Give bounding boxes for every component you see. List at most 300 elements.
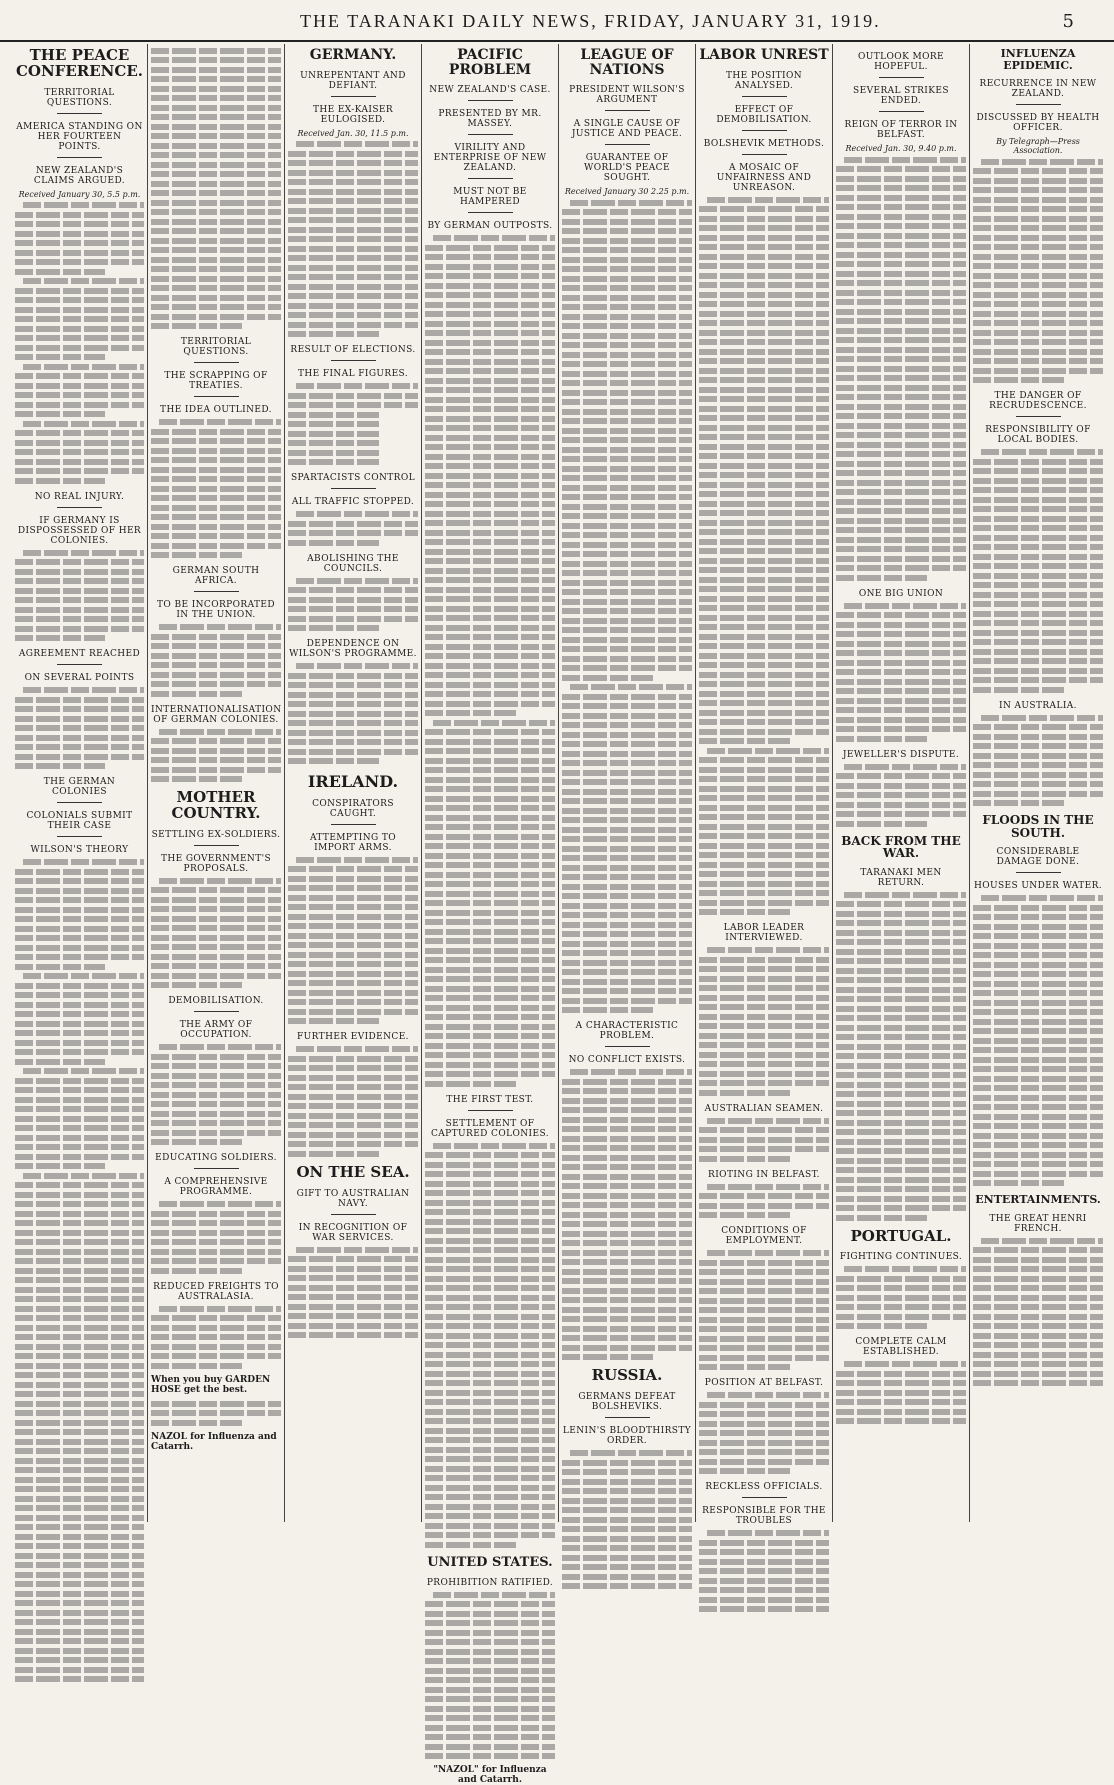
body-text-line	[296, 1046, 418, 1052]
body-text-line	[562, 295, 692, 301]
body-text-line	[425, 1171, 555, 1177]
body-text-line	[973, 971, 1103, 977]
body-text-line	[425, 1024, 555, 1030]
body-text-line	[699, 577, 829, 583]
body-text-line	[151, 973, 281, 979]
body-text-line	[699, 1260, 829, 1266]
subhead: DEPENDENCE ON WILSON'S PROGRAMME.	[289, 639, 417, 660]
body-text-line	[699, 1440, 829, 1446]
body-text-line	[288, 1094, 418, 1100]
body-text-line	[562, 1117, 692, 1123]
body-text-line	[425, 1418, 555, 1424]
body-text-line	[562, 931, 692, 937]
body-text-line	[425, 653, 555, 659]
body-text-line	[288, 990, 418, 996]
body-text-line	[425, 1725, 555, 1731]
body-text-line	[836, 565, 966, 571]
body-text-line	[570, 1069, 692, 1075]
body-text-line	[15, 1315, 144, 1321]
body-text-line	[15, 335, 144, 341]
subhead: IN RECOGNITION OF WAR SERVICES.	[298, 1222, 408, 1243]
body-text-line	[562, 998, 692, 1004]
body-text-line	[425, 777, 555, 783]
body-text-line	[836, 1139, 966, 1145]
body-text-line	[151, 1082, 281, 1088]
subhead: CONSPIRATORS CAUGHT.	[312, 798, 394, 819]
body-text-line	[699, 358, 829, 364]
section-divider	[57, 836, 102, 837]
body-text-line	[973, 254, 1103, 260]
body-text-line	[151, 681, 281, 687]
subhead: FURTHER EVIDENCE.	[297, 1032, 409, 1043]
body-text-line	[707, 1250, 829, 1256]
body-text-line	[836, 261, 966, 267]
section-divider	[331, 1214, 376, 1215]
body-text-line	[562, 1259, 692, 1265]
body-text-line	[288, 1266, 418, 1272]
body-text-line	[159, 1201, 281, 1207]
body-text-line	[973, 330, 1103, 336]
body-text-line	[15, 744, 144, 750]
subhead: HOUSES UNDER WATER.	[973, 881, 1103, 892]
body-text-line	[973, 178, 1103, 184]
section-divider	[468, 100, 513, 101]
body-text-line	[973, 924, 1103, 930]
body-text-line	[562, 960, 692, 966]
body-text-line	[562, 304, 692, 310]
body-text-line	[151, 124, 281, 130]
body-text-line	[151, 757, 281, 763]
body-text-line	[836, 1399, 966, 1405]
headline-on-the-sea: ON THE SEA.	[296, 1162, 410, 1181]
subhead: FIGHTING CONTINUES.	[839, 1252, 963, 1263]
body-text-line	[425, 786, 555, 792]
body-text-line	[562, 751, 692, 757]
body-text-line	[433, 720, 555, 726]
body-text-line	[981, 715, 1103, 721]
section-divider	[468, 134, 513, 135]
body-text-line	[23, 202, 144, 208]
body-text-line	[15, 411, 105, 417]
subhead: REDUCED FREIGHTS TO AUSTRALASIA.	[153, 1281, 279, 1302]
body-text-line	[425, 672, 555, 678]
subhead: ON SEVERAL POINTS	[24, 673, 135, 683]
subhead: BOLSHEVIK METHODS.	[703, 138, 825, 149]
body-text-line	[836, 385, 966, 391]
body-text-line	[288, 711, 418, 717]
body-text-line	[288, 274, 418, 280]
body-text-line	[836, 195, 966, 201]
body-text-line	[425, 796, 555, 802]
body-text-line	[288, 971, 418, 977]
body-text-line	[288, 421, 379, 427]
body-text-line	[15, 916, 144, 922]
body-text-line	[288, 402, 418, 408]
body-text-line	[562, 646, 692, 652]
body-text-line	[288, 980, 418, 986]
body-text-line	[15, 1135, 144, 1141]
body-text-line	[562, 447, 692, 453]
body-text-line	[562, 874, 692, 880]
body-text-line	[562, 665, 692, 671]
body-text-line	[15, 616, 144, 622]
body-text-line	[562, 523, 692, 529]
body-text-line	[425, 891, 555, 897]
body-text-line	[425, 349, 555, 355]
body-text-line	[699, 1402, 829, 1408]
section-divider	[1016, 104, 1061, 105]
subhead: A CHARACTERISTIC PROBLEM.	[575, 1021, 679, 1042]
body-text-line	[699, 824, 829, 830]
body-text-line	[288, 1103, 418, 1109]
body-text-line	[562, 418, 692, 424]
masthead	[0, 0, 1114, 42]
body-text-line	[288, 322, 418, 328]
body-text-line	[562, 1354, 653, 1360]
body-text-line	[151, 982, 242, 988]
subhead: THE FIRST TEST.	[446, 1094, 534, 1105]
body-text-line	[836, 366, 966, 372]
body-text-line	[15, 1011, 144, 1017]
body-text-line	[151, 916, 281, 922]
body-text-line	[425, 1475, 555, 1481]
body-text-line	[973, 962, 1103, 968]
body-text-line	[15, 1600, 144, 1606]
body-text-line	[973, 1095, 1103, 1101]
newspaper-title: THE TARANAKI DAILY NEWS, FRIDAY, JANUARY 31, 1919.	[300, 11, 881, 31]
body-text-line	[15, 1667, 144, 1673]
body-text-line	[15, 1448, 144, 1454]
subhead: A COMPREHENSIVE PROGRAMME.	[164, 1177, 268, 1197]
body-text-line	[15, 1439, 144, 1445]
body-text-line	[562, 570, 692, 576]
body-text-line	[836, 1323, 927, 1329]
body-text-line	[973, 1028, 1103, 1034]
body-text-line	[151, 944, 281, 950]
body-text-line	[15, 354, 105, 360]
body-text-line	[699, 453, 829, 459]
body-text-line	[836, 1177, 966, 1183]
body-text-line	[699, 311, 829, 317]
body-text-line	[425, 957, 555, 963]
body-text-line	[425, 1611, 555, 1617]
advertisement-nazol: "NAZOL" for Influenza and Catarrh.	[433, 1765, 547, 1785]
body-text-line	[433, 1143, 555, 1149]
body-text-line	[699, 681, 829, 687]
body-text-line	[973, 601, 1103, 607]
section-divider	[742, 96, 787, 97]
body-text-line	[288, 597, 418, 603]
section-divider	[605, 1417, 650, 1418]
body-text-line	[562, 608, 692, 614]
body-text-line	[562, 912, 692, 918]
section-divider	[331, 824, 376, 825]
body-text-line	[288, 540, 379, 546]
section-divider	[194, 1168, 239, 1169]
body-text-line	[15, 326, 144, 332]
body-text-line	[699, 786, 829, 792]
body-text-line	[836, 328, 966, 334]
subhead: RIOTING IN BELFAST.	[708, 1169, 820, 1180]
body-text-line	[562, 817, 692, 823]
body-text-line	[699, 273, 829, 279]
body-text-line	[425, 1276, 555, 1282]
body-text-line	[562, 855, 692, 861]
body-text-line	[699, 1326, 829, 1332]
body-text-line	[425, 1219, 555, 1225]
body-text-line	[973, 573, 1103, 579]
body-text-line	[288, 961, 418, 967]
body-text-line	[151, 1353, 281, 1359]
body-text-line	[973, 1066, 1103, 1072]
body-text-line	[844, 1361, 966, 1367]
subhead: TO BE INCORPORATED IN THE UNION.	[157, 600, 275, 620]
body-text-line	[425, 397, 555, 403]
body-text-line	[562, 1297, 692, 1303]
body-text-line	[562, 988, 692, 994]
body-text-line	[973, 235, 1103, 241]
dateline: Received January 30, 5.5 p.m.	[18, 189, 141, 199]
body-text-line	[151, 143, 281, 149]
subhead: LABOR LEADER INTERVIEWED.	[723, 923, 805, 944]
body-text-line	[425, 596, 555, 602]
body-text-line	[562, 1231, 692, 1237]
body-text-line	[699, 662, 829, 668]
body-text-line	[562, 485, 692, 491]
subhead: GIFT TO AUSTRALIAN NAVY.	[296, 1188, 410, 1209]
body-text-line	[562, 257, 692, 263]
body-text-line	[973, 1257, 1103, 1263]
body-text-line	[151, 897, 281, 903]
body-text-line	[836, 1295, 966, 1301]
body-text-line	[973, 1180, 1064, 1186]
body-text-line	[836, 669, 966, 675]
body-text-line	[425, 834, 555, 840]
body-text-line	[699, 1212, 790, 1218]
body-text-line	[288, 1256, 418, 1262]
subhead: JEWELLER'S DISPUTE.	[842, 749, 960, 760]
body-text-line	[836, 1418, 966, 1424]
body-text-line	[425, 1456, 555, 1462]
body-text-line	[151, 1092, 281, 1098]
body-text-line	[707, 947, 829, 953]
body-text-line	[23, 364, 144, 370]
body-text-line	[425, 948, 555, 954]
section-divider	[194, 845, 239, 846]
body-text-line	[15, 1562, 144, 1568]
body-text-line	[151, 152, 281, 158]
body-text-line	[288, 1122, 418, 1128]
body-text-line	[562, 1164, 692, 1170]
body-text-line	[562, 1240, 692, 1246]
body-text-line	[425, 444, 555, 450]
body-text-line	[562, 1155, 692, 1161]
body-text-line	[15, 1116, 144, 1122]
body-text-line	[23, 859, 144, 865]
body-text-line	[425, 1542, 516, 1548]
subhead: SPARTACISTS CONTROL	[290, 473, 416, 484]
body-text-line	[699, 1090, 790, 1096]
body-text-line	[570, 1450, 692, 1456]
body-text-line	[973, 1276, 1103, 1282]
body-text-line	[981, 159, 1103, 165]
body-text-line	[562, 266, 692, 272]
body-text-line	[15, 1410, 144, 1416]
body-text-line	[562, 1202, 692, 1208]
body-text-line	[699, 330, 829, 336]
body-text-line	[562, 893, 692, 899]
body-text-line	[151, 1325, 281, 1331]
body-text-line	[425, 245, 555, 251]
body-text-line	[15, 373, 144, 379]
section-divider	[331, 488, 376, 489]
body-text-line	[15, 1325, 144, 1331]
subhead: COMPLETE CALM ESTABLISHED.	[855, 1337, 947, 1358]
body-text-line	[699, 1061, 829, 1067]
body-text-line	[15, 1353, 144, 1359]
body-text-line	[15, 1638, 144, 1644]
body-text-line	[15, 1125, 144, 1131]
body-text-line	[836, 911, 966, 917]
body-text-line	[425, 1152, 555, 1158]
body-text-line	[836, 1167, 966, 1173]
body-text-line	[836, 214, 966, 220]
body-text-line	[981, 449, 1103, 455]
body-text-line	[288, 682, 418, 688]
body-text-line	[425, 1257, 555, 1263]
body-text-line	[425, 1649, 555, 1655]
body-text-line	[425, 663, 555, 669]
body-text-line	[15, 1097, 144, 1103]
body-text-line	[836, 1285, 966, 1291]
body-text-line	[562, 361, 692, 367]
body-text-line	[15, 1477, 144, 1483]
body-text-line	[288, 265, 418, 271]
body-text-line	[699, 1203, 829, 1209]
body-text-line	[15, 1087, 144, 1093]
body-text-line	[151, 48, 281, 54]
body-text-line	[15, 1277, 144, 1283]
body-text-line	[151, 457, 281, 463]
body-text-line	[973, 1133, 1103, 1139]
section-divider	[194, 1011, 239, 1012]
body-text-line	[288, 440, 379, 446]
body-text-line	[836, 470, 966, 476]
body-text-line	[562, 1307, 692, 1313]
body-text-line	[151, 738, 281, 744]
body-text-line	[151, 467, 281, 473]
subhead: CONSIDERABLE DAMAGE DONE.	[996, 847, 1080, 868]
body-text-line	[151, 767, 281, 773]
body-text-line	[425, 1485, 555, 1491]
body-text-line	[562, 865, 692, 871]
body-text-line	[288, 331, 379, 337]
body-text-line	[15, 1220, 144, 1226]
body-text-line	[425, 1238, 555, 1244]
body-text-line	[15, 559, 144, 565]
body-text-line	[425, 748, 555, 754]
body-text-line	[288, 179, 418, 185]
body-text-line	[425, 767, 555, 773]
body-text-line	[15, 878, 144, 884]
body-text-line	[699, 729, 829, 735]
body-text-line	[973, 544, 1103, 550]
body-text-line	[973, 658, 1103, 664]
body-text-line	[151, 133, 281, 139]
body-text-line	[15, 697, 144, 703]
headline-league-of-nations: LEAGUE OF NATIONS	[580, 47, 674, 78]
body-text-line	[973, 487, 1103, 493]
body-text-line	[699, 767, 829, 773]
body-text-line	[570, 200, 692, 206]
body-text-line	[562, 1250, 692, 1256]
body-text-line	[151, 181, 281, 187]
body-text-line	[836, 901, 966, 907]
body-text-line	[15, 907, 144, 913]
body-text-line	[425, 862, 555, 868]
body-text-line	[699, 1052, 829, 1058]
body-text-line	[288, 246, 418, 252]
section-divider	[57, 157, 102, 158]
body-text-line	[699, 691, 829, 697]
body-text-line	[425, 1005, 555, 1011]
body-text-line	[973, 933, 1103, 939]
body-text-line	[151, 238, 281, 244]
body-text-line	[973, 620, 1103, 626]
body-text-line	[425, 938, 555, 944]
body-text-line	[836, 1409, 966, 1415]
body-text-line	[973, 649, 1103, 655]
subhead: OUTLOOK MORE HOPEFUL.	[857, 52, 945, 72]
body-text-line	[973, 734, 1103, 740]
body-text-line	[562, 1555, 692, 1561]
body-text-line	[699, 1587, 829, 1593]
body-text-line	[15, 1163, 105, 1169]
body-text-line	[562, 656, 692, 662]
body-text-line	[699, 909, 790, 915]
body-text-line	[707, 1392, 829, 1398]
body-text-line	[288, 1332, 418, 1338]
body-text-line	[699, 1345, 829, 1351]
body-text-line	[836, 717, 966, 723]
body-text-line	[425, 1466, 555, 1472]
body-text-line	[425, 815, 555, 821]
body-text-line	[288, 701, 418, 707]
body-text-line	[15, 1306, 144, 1312]
body-text-line	[836, 698, 966, 704]
body-text-line	[973, 1009, 1103, 1015]
body-text-line	[699, 719, 829, 725]
body-text-line	[296, 857, 418, 863]
body-text-line	[425, 482, 555, 488]
body-text-line	[425, 1323, 555, 1329]
body-text-line	[836, 185, 966, 191]
body-text-line	[836, 356, 966, 362]
body-text-line	[836, 1148, 966, 1154]
body-text-line	[562, 428, 692, 434]
body-text-line	[699, 624, 829, 630]
body-text-line	[562, 1107, 692, 1113]
body-text-line	[296, 663, 418, 669]
body-text-line	[562, 703, 692, 709]
dateline: Received January 30 2.25 p.m.	[564, 187, 690, 197]
body-text-line	[425, 919, 555, 925]
body-text-line	[15, 954, 144, 960]
body-text-line	[288, 933, 418, 939]
body-text-line	[15, 269, 105, 275]
body-text-line	[699, 1568, 829, 1574]
column-germany	[285, 44, 421, 1522]
